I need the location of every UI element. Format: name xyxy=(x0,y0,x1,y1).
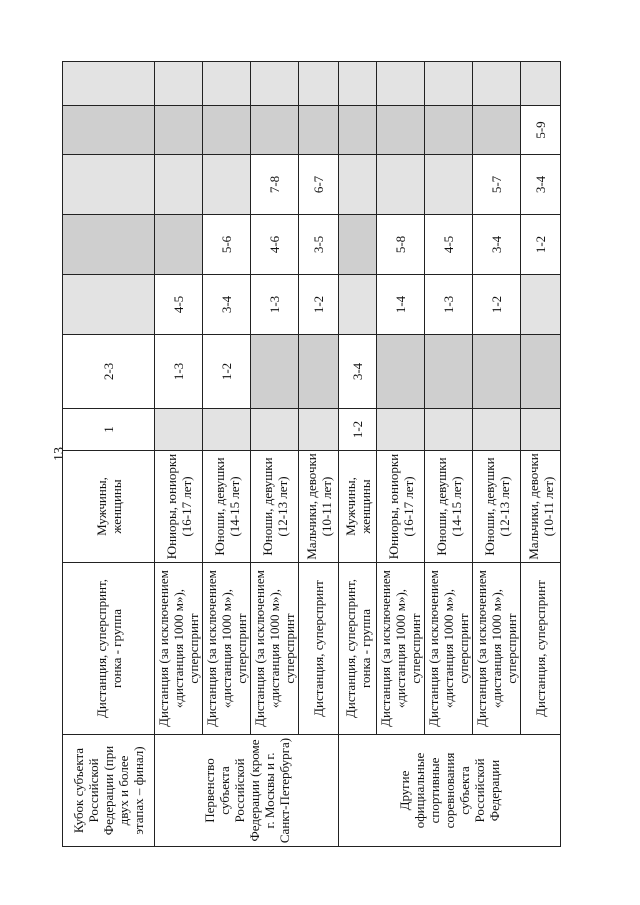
place-range-cell xyxy=(299,409,339,451)
discipline-cell: Дистанция, суперспринт, гонка - группа xyxy=(339,563,377,735)
competition-level-cell: Первенство субъекта Российской Федерации (кроме г. Москвы и г. Санкт-Петербурга) xyxy=(155,735,339,847)
place-range-cell xyxy=(377,106,425,155)
place-range-cell xyxy=(299,62,339,106)
place-range-cell: 5-8 xyxy=(377,215,425,275)
age-category-cell: Юноши, девушки (12-13 лет) xyxy=(473,451,521,563)
place-range-cell: 4-5 xyxy=(155,275,203,335)
discipline-cell: Дистанция (за исключением «дистанция 1000 м»), суперспринт xyxy=(155,563,203,735)
place-range-cell xyxy=(425,155,473,215)
discipline-cell: Дистанция, суперспринт xyxy=(521,563,561,735)
discipline-cell: Дистанция (за исключением «дистанция 1000 м»), суперспринт xyxy=(203,563,251,735)
age-category-cell: Мальчики, девочки (10-11 лет) xyxy=(299,451,339,563)
sport-ranks-table xyxy=(62,61,561,847)
place-range-cell xyxy=(521,62,561,106)
place-range-cell xyxy=(377,62,425,106)
table-row xyxy=(251,62,299,847)
place-range-cell xyxy=(339,275,377,335)
place-range-cell: 1-3 xyxy=(155,335,203,409)
place-range-cell xyxy=(339,215,377,275)
place-range-cell: 3-4 xyxy=(339,335,377,409)
discipline-cell: Дистанция (за исключением «дистанция 1000 м»), суперспринт xyxy=(425,563,473,735)
place-range-cell: 3-5 xyxy=(299,215,339,275)
place-range-cell: 1-2 xyxy=(339,409,377,451)
place-range-cell xyxy=(299,335,339,409)
place-range-cell xyxy=(521,275,561,335)
place-range-cell xyxy=(425,335,473,409)
place-range-cell xyxy=(251,106,299,155)
discipline-cell: Дистанция (за исключением «дистанция 1000 м»), суперспринт xyxy=(377,563,425,735)
place-range-cell: 1-3 xyxy=(425,275,473,335)
place-range-cell xyxy=(63,106,155,155)
place-range-cell xyxy=(339,62,377,106)
table-row xyxy=(521,62,561,847)
table-row xyxy=(203,62,251,847)
place-range-cell xyxy=(377,155,425,215)
place-range-cell xyxy=(425,62,473,106)
discipline-cell: Дистанция, суперспринт xyxy=(299,563,339,735)
place-range-cell xyxy=(203,62,251,106)
place-range-cell xyxy=(377,335,425,409)
age-category-cell: Юниоры, юниорки (16-17 лет) xyxy=(377,451,425,563)
place-range-cell xyxy=(473,62,521,106)
age-category-cell: Юниоры, юниорки (16-17 лет) xyxy=(155,451,203,563)
place-range-cell xyxy=(203,106,251,155)
place-range-cell xyxy=(63,155,155,215)
place-range-cell xyxy=(203,155,251,215)
discipline-cell: Дистанция (за исключением «дистанция 1000 м»), суперспринт xyxy=(473,563,521,735)
place-range-cell xyxy=(425,409,473,451)
place-range-cell xyxy=(339,155,377,215)
place-range-cell: 6-7 xyxy=(299,155,339,215)
place-range-cell xyxy=(521,409,561,451)
place-range-cell xyxy=(155,409,203,451)
place-range-cell: 3-4 xyxy=(203,275,251,335)
place-range-cell: 1-2 xyxy=(299,275,339,335)
page-number: 13 xyxy=(52,447,67,461)
discipline-cell: Дистанция (за исключением «дистанция 1000 м»), суперспринт xyxy=(251,563,299,735)
place-range-cell xyxy=(251,335,299,409)
place-range-cell: 1-2 xyxy=(521,215,561,275)
age-category-cell: Юноши, девушки (14-15 лет) xyxy=(425,451,473,563)
place-range-cell xyxy=(155,155,203,215)
table-row xyxy=(473,62,521,847)
competition-level-cell: Другие официальные спортивные соревнования субъекта Российской Федерации xyxy=(339,735,561,847)
table-row xyxy=(155,62,203,847)
age-category-cell: Мужчины, женщины xyxy=(339,451,377,563)
place-range-cell: 4-5 xyxy=(425,215,473,275)
place-range-cell xyxy=(377,409,425,451)
place-range-cell xyxy=(521,335,561,409)
place-range-cell xyxy=(299,106,339,155)
place-range-cell xyxy=(473,106,521,155)
table-row xyxy=(339,62,377,847)
table-row xyxy=(377,62,425,847)
place-range-cell: 3-4 xyxy=(473,215,521,275)
age-category-cell: Мужчины, женщины xyxy=(63,451,155,563)
competition-level-cell: Кубок субъекта Российской Федерации (при двух и более этапах – финал) xyxy=(63,735,155,847)
place-range-cell xyxy=(63,62,155,106)
age-category-cell: Мальчики, девочки (10-11 лет) xyxy=(521,451,561,563)
table-row xyxy=(425,62,473,847)
place-range-cell xyxy=(251,62,299,106)
age-category-cell: Юноши, девушки (14-15 лет) xyxy=(203,451,251,563)
place-range-cell: 1 xyxy=(63,409,155,451)
place-range-cell xyxy=(473,409,521,451)
place-range-cell: 1-3 xyxy=(251,275,299,335)
place-range-cell: 1-4 xyxy=(377,275,425,335)
place-range-cell xyxy=(339,106,377,155)
rotated-table-container xyxy=(62,62,556,847)
place-range-cell xyxy=(155,215,203,275)
place-range-cell: 1-2 xyxy=(203,335,251,409)
discipline-cell: Дистанция, суперспринт, гонка - группа xyxy=(63,563,155,735)
place-range-cell: 7-8 xyxy=(251,155,299,215)
place-range-cell xyxy=(203,409,251,451)
place-range-cell: 1-2 xyxy=(473,275,521,335)
place-range-cell: 2-3 xyxy=(63,335,155,409)
age-category-cell: Юноши, девушки (12-13 лет) xyxy=(251,451,299,563)
place-range-cell xyxy=(155,62,203,106)
place-range-cell xyxy=(251,409,299,451)
place-range-cell xyxy=(473,335,521,409)
place-range-cell xyxy=(63,215,155,275)
place-range-cell xyxy=(155,106,203,155)
place-range-cell xyxy=(63,275,155,335)
place-range-cell: 5-9 xyxy=(521,106,561,155)
place-range-cell: 5-7 xyxy=(473,155,521,215)
table-row xyxy=(299,62,339,847)
place-range-cell: 4-6 xyxy=(251,215,299,275)
table-row xyxy=(63,62,155,847)
place-range-cell xyxy=(425,106,473,155)
place-range-cell: 5-6 xyxy=(203,215,251,275)
place-range-cell: 3-4 xyxy=(521,155,561,215)
